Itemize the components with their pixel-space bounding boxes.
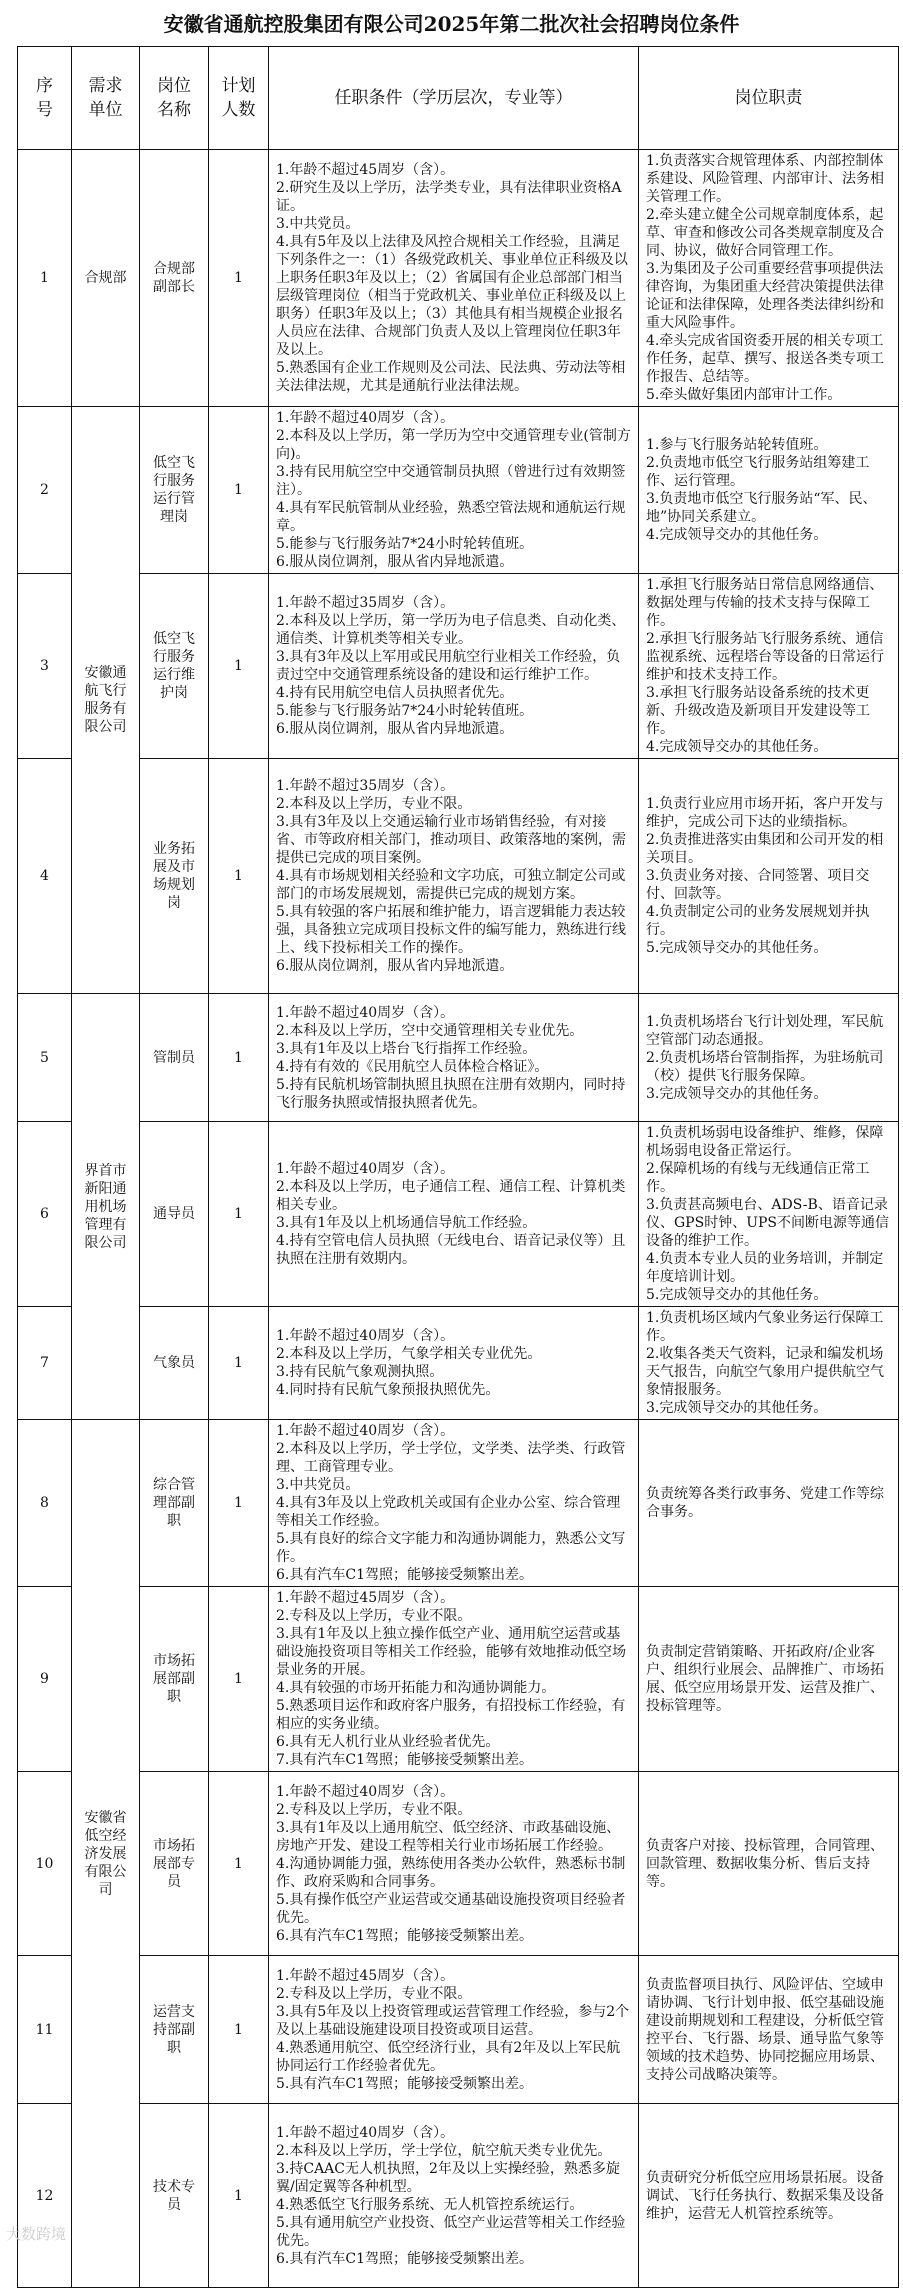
job-duties <box>639 1307 899 1420</box>
post-name: 管制员 <box>140 994 209 1122</box>
duty-item: 5.牵头做好集团内部审计工作。 <box>646 387 842 403</box>
post-name: 综合管理部副职 <box>140 1420 209 1587</box>
planned-count: 1 <box>209 1307 269 1420</box>
condition-item: 1.年龄不超过40周岁（含）。 <box>276 1161 455 1177</box>
row-number: 4 <box>18 759 72 994</box>
duty-item: 5.完成领导交办的其他任务。 <box>646 940 828 956</box>
duty-item: 1.负责机场区域内气象业务运行保障工作。 <box>646 1310 884 1344</box>
condition-item: 4.熟悉低空飞行服务系统、无人机管控系统运行。 <box>276 2196 584 2213</box>
job-conditions <box>269 407 639 574</box>
table-row <box>18 1956 899 2104</box>
condition-item: 3.持CAAC无人机执照，2年及以上实操经验，熟悉多旋翼/固定翼等各种机型。 <box>276 2160 620 2195</box>
table-row <box>18 1587 899 1772</box>
planned-count: 1 <box>209 1772 269 1956</box>
duty-item: 3.承担飞行服务站设备系统的技术更新、升级改造及新项目开发建设等工作。 <box>646 685 870 737</box>
condition-item: 2.专科及以上学历，专业不限。 <box>276 1985 472 2002</box>
condition-item: 2.专科及以上学历，专业不限。 <box>276 1801 472 1818</box>
job-conditions <box>269 150 639 407</box>
planned-count: 1 <box>209 1956 269 2104</box>
job-conditions <box>269 1122 639 1307</box>
planned-count: 1 <box>209 574 269 759</box>
duty-item: 2.牵头建立健全公司规章制度体系，起草、审查和修改公司各类规章制度及合同、协议，做好合同管理工作。 <box>646 207 884 259</box>
condition-item: 2.本科及以上学历，第一学历为电子信息类、自动化类、通信类、计算机类等相关专业。 <box>276 613 626 647</box>
job-conditions <box>269 759 639 994</box>
job-conditions <box>269 1420 639 1587</box>
post-name: 运营支持部副职 <box>140 1956 209 2104</box>
condition-item: 1.年龄不超过45周岁（含）。 <box>276 1967 455 1984</box>
condition-item: 4.具有5年及以上法律及风控合规相关工作经验，且满足下列条件之一：（1）各级党政机关、事业单位正科级及以上职务任职3年及以上；（2）省属国有企业总部部门相当层级管理岗位（相当于党政机关、事业单位正科级及以上职务）任职3年及以上；（3）其他具有相当规模企业报名人员应在法律、合规部门负责人及以上管理岗位任职3年及以上。 <box>276 234 628 358</box>
row-number: 9 <box>18 1587 72 1772</box>
table-header-row <box>18 47 899 150</box>
planned-count: 1 <box>209 407 269 574</box>
duty-item: 1.负责机场塔台飞行计划处理，军民航空管部门动态通报。 <box>646 1013 884 1048</box>
duty-item: 1.负责落实合规管理体系、内部控制体系建设、风险管理、内部审计、法务相关管理工作。 <box>646 153 884 205</box>
condition-item: 3.持有民用航空空中交通管制员执照（曾进行过有效期签注）。 <box>276 464 626 498</box>
condition-item: 4.同时持有民航气象预报执照优先。 <box>276 1382 500 1398</box>
condition-item: 1.年龄不超过45周岁（含）。 <box>276 162 455 178</box>
condition-item: 2.本科及以上学历，第一学历为空中交通管理专业(管制方向)。 <box>276 428 631 462</box>
duty-item: 负责客户对接、投标管理，合同管理、回款管理、数据收集分析、售后支持等。 <box>646 1837 884 1890</box>
condition-item: 6.服从岗位调剂，服从省内异地派遣。 <box>276 721 514 737</box>
condition-item: 4.沟通协调能力强，熟练使用各类办公软件，熟悉标书制作、政府采购和合同事务。 <box>276 1855 626 1890</box>
condition-item: 1.年龄不超过35周岁（含）。 <box>276 778 455 794</box>
row-number: 11 <box>18 1956 72 2104</box>
post-name: 气象员 <box>140 1307 209 1420</box>
condition-item: 4.具有3年及以上党政机关或国有企业办公室、综合管理等相关工作经验。 <box>276 1495 621 1529</box>
condition-item: 2.本科及以上学历，专业不限。 <box>276 796 472 812</box>
table-row <box>18 1420 899 1587</box>
condition-item: 6.具有汽车C1驾照；能够接受频繁出差。 <box>276 1927 533 1944</box>
condition-item: 2.本科及以上学历，气象学相关专业优先。 <box>276 1346 542 1362</box>
condition-item: 3.具有5年及以上投资管理或运营管理工作经验，参与2个及以上基础设施建设项目投资或项目运营。 <box>276 2003 630 2038</box>
condition-item: 2.专科及以上学历，专业不限。 <box>276 1608 472 1624</box>
duty-item: 5.完成领导交办的其他任务。 <box>646 1287 828 1303</box>
condition-item: 5.具有良好的综合文字能力和沟通协调能力，熟悉公文写作。 <box>276 1531 626 1565</box>
condition-item: 5.具有通用航空产业投资、低空产业运营等相关工作经验优先。 <box>276 2214 626 2249</box>
condition-item: 2.本科及以上学历，学士学位，航空航天类专业优先。 <box>276 2142 612 2159</box>
condition-item: 5.熟悉项目运作和政府客户服务，有招投标工作经验，有相应的实务业绩。 <box>276 1698 626 1732</box>
condition-item: 3.持有民航气象观测执照。 <box>276 1364 444 1380</box>
duty-item: 3.负责业务对接、合同签署、项目交付、回款等。 <box>646 868 870 902</box>
header-duties: 岗位职责 <box>639 47 899 150</box>
header-count: 计划人数 <box>209 47 269 150</box>
duty-item: 2.负责机场塔台管制指挥，为驻场航司（校）提供飞行服务保障。 <box>646 1049 884 1084</box>
table-row <box>18 1122 899 1307</box>
planned-count: 1 <box>209 994 269 1122</box>
job-conditions <box>269 2104 639 2288</box>
job-duties <box>639 1587 899 1772</box>
condition-item: 6.具有汽车C1驾照；能够接受频繁出差。 <box>276 2250 533 2267</box>
duty-item: 负责研究分析低空应用场景拓展。设备调试、飞行任务执行、数据采集及设备维护，运营无人机管控系统等。 <box>646 2169 884 2222</box>
row-number: 2 <box>18 407 72 574</box>
condition-item: 1.年龄不超过45周岁（含）。 <box>276 1590 455 1606</box>
duty-item: 3.负责甚高频电台、ADS-B、语音记录仪、GPS时钟、UPS不间断电源等通信设备的维护工作。 <box>646 1197 890 1249</box>
condition-item: 3.具有3年及以上军用或民用航空行业相关工作经验，负责过空中交通管理系统设备的建设和运行维护工作。 <box>276 649 621 683</box>
table-row <box>18 407 899 574</box>
job-conditions <box>269 1956 639 2104</box>
condition-item: 6.服从岗位调剂，服从省内异地派遣。 <box>276 554 514 570</box>
table-row <box>18 1307 899 1420</box>
duty-item: 3.为集团及子公司重要经营事项提供法律咨询，为集团重大经营决策提供法律论证和法律保障，处理各类法律纠纷和重大风险事件。 <box>646 261 884 331</box>
post-name: 通导员 <box>140 1122 209 1307</box>
job-duties <box>639 407 899 574</box>
condition-item: 1.年龄不超过35周岁（含）。 <box>276 595 455 611</box>
condition-item: 3.具有1年及以上塔台飞行指挥工作经验。 <box>276 1040 537 1057</box>
post-name: 市场拓展部专员 <box>140 1772 209 1956</box>
condition-item: 3.具有3年及以上交通运输行业市场销售经验，有对接省、市等政府相关部门，推动项目、政策落地的案例，需提供已完成的项目案例。 <box>276 814 626 866</box>
duty-item: 1.负责行业应用市场开拓，客户开发与维护，完成公司下达的业绩指标。 <box>646 796 884 830</box>
condition-item: 1.年龄不超过40周岁（含）。 <box>276 1328 455 1344</box>
row-number: 10 <box>18 1772 72 1956</box>
job-conditions <box>269 574 639 759</box>
condition-item: 4.熟悉通用航空、低空经济行业，具有2年及以上军民航协同运行工作经验者优先。 <box>276 2039 621 2074</box>
condition-item: 3.具有1年及以上独立操作低空产业、通用航空运营或基础设施投资项目等相关工作经验，能够有效地推动低空场景业务的开展。 <box>276 1626 626 1678</box>
post-name: 合规部副部长 <box>140 150 209 407</box>
job-duties <box>639 759 899 994</box>
condition-item: 4.持有空管电信人员执照（无线电台、语音记录仪等）且执照在注册有效期内。 <box>276 1233 626 1267</box>
table-row <box>18 994 899 1122</box>
job-duties <box>639 2104 899 2288</box>
duty-item: 4.负责本专业人员的业务培训，并制定年度培训计划。 <box>646 1251 884 1285</box>
planned-count: 1 <box>209 1420 269 1587</box>
job-conditions <box>269 1307 639 1420</box>
demand-unit: 安徽省低空经济发展有限公司 <box>72 1420 140 2288</box>
condition-item: 3.具有1年及以上机场通信导航工作经验。 <box>276 1215 537 1231</box>
job-conditions <box>269 994 639 1122</box>
job-duties <box>639 1122 899 1307</box>
duty-item: 3.负责地市低空飞行服务站“军、民、地”协同关系建立。 <box>646 491 877 525</box>
row-number: 12 <box>18 2104 72 2288</box>
condition-item: 2.本科及以上学历，学士学位，文学类、法学类、行政管理、工商管理专业。 <box>276 1441 626 1475</box>
condition-item: 6.具有无人机行业从业经验者优先。 <box>276 1734 500 1750</box>
condition-item: 3.中共党员。 <box>276 1477 360 1493</box>
condition-item: 4.具有军民航管制从业经验，熟悉空管法规和通航运行规章。 <box>276 500 626 534</box>
duty-item: 4.完成领导交办的其他任务。 <box>646 739 828 755</box>
condition-item: 1.年龄不超过40周岁（含）。 <box>276 1423 455 1439</box>
duty-item: 2.负责地市低空飞行服务站组筹建工作、运行管理。 <box>646 455 870 489</box>
duty-item: 1.承担飞行服务站日常信息网络通信、数据处理与传输的技术支持与保障工作。 <box>646 577 884 629</box>
condition-item: 4.具有市场规划相关经验和文字功底，可独立制定公司或部门的市场发展规划，需提供已完成的规划方案。 <box>276 868 626 902</box>
post-name: 低空飞行服务运行维护岗 <box>140 574 209 759</box>
job-duties <box>639 150 899 407</box>
condition-item: 3.中共党员。 <box>276 216 360 232</box>
condition-item: 2.本科及以上学历，空中交通管理相关专业优先。 <box>276 1022 584 1039</box>
duty-item: 2.负责推进落实由集团和公司开发的相关项目。 <box>646 832 884 866</box>
header-unit: 需求单位 <box>72 47 140 150</box>
duty-item: 1.参与飞行服务站轮转值班。 <box>646 437 828 453</box>
duty-item: 负责制定营销策略、开拓政府/企业客户、组织行业展会、品牌推广、市场拓展、低空应用场景开发、运营及推广、投标管理等。 <box>646 1644 884 1714</box>
header-post: 岗位名称 <box>140 47 209 150</box>
demand-unit: 合规部 <box>72 150 140 407</box>
job-duties <box>639 1956 899 2104</box>
condition-item: 6.具有汽车C1驾照；能够接受频繁出差。 <box>276 1567 533 1583</box>
watermark: 大数跨境 <box>6 2225 67 2243</box>
page-title: 安徽省通航控股集团有限公司2025年第二批次社会招聘岗位条件 <box>163 12 740 36</box>
condition-item: 1.年龄不超过40周岁（含）。 <box>276 410 455 426</box>
header-conditions: 任职条件（学历层次，专业等） <box>269 47 639 150</box>
condition-item: 4.持有有效的《民用航空人员体检合格证》。 <box>276 1058 549 1075</box>
post-name: 业务拓展及市场规划岗 <box>140 759 209 994</box>
duty-item: 1.负责机场弱电设备维护、维修，保障机场弱电设备正常运行。 <box>646 1125 884 1159</box>
post-name: 低空飞行服务运行管理岗 <box>140 407 209 574</box>
demand-unit: 界首市新阳通用机场管理有限公司 <box>72 994 140 1420</box>
duty-item: 3.完成领导交办的其他任务。 <box>646 1400 828 1416</box>
duty-item: 负责监督项目执行、风险评估、空域申请协调、飞行计划申报、低空基础设施建设前期规划和工程建设，分析低空管控平台、飞行器、场景、通导监气象等领域的技术趋势、协同挖掘应用场景、支持公司战略决策等。 <box>646 1976 884 2083</box>
post-name: 技术专员 <box>140 2104 209 2288</box>
row-number: 5 <box>18 994 72 1122</box>
duty-item: 4.完成领导交办的其他任务。 <box>646 527 828 543</box>
condition-item: 4.持有民用航空电信人员执照者优先。 <box>276 685 514 701</box>
condition-item: 5.能参与飞行服务站7*24小时轮转值班。 <box>276 703 534 719</box>
condition-item: 5.具有汽车C1驾照；能够接受频繁出差。 <box>276 2075 533 2092</box>
duty-item: 4.负责制定公司的业务发展规划并执行。 <box>646 904 870 938</box>
duty-item: 4.牵头完成省国资委开展的相关专项工作任务，起草、撰写、报送各类专项工作报告、总结等。 <box>646 333 884 385</box>
duty-item: 负责统筹各类行政事务、党建工作等综合事务。 <box>646 1486 884 1520</box>
planned-count: 1 <box>209 2104 269 2288</box>
job-duties <box>639 994 899 1122</box>
row-number: 1 <box>18 150 72 407</box>
post-name: 市场拓展部副职 <box>140 1587 209 1772</box>
condition-item: 2.研究生及以上学历，法学类专业，具有法律职业资格A证。 <box>276 180 622 214</box>
condition-item: 4.具有较强的市场开拓能力和沟通协调能力。 <box>276 1680 556 1696</box>
condition-item: 1.年龄不超过40周岁（含）。 <box>276 1783 455 1800</box>
demand-unit: 安徽通航飞行服务有限公司 <box>72 407 140 994</box>
planned-count: 1 <box>209 150 269 407</box>
planned-count: 1 <box>209 1122 269 1307</box>
condition-item: 5.持有民航机场管制执照且执照在注册有效期内，同时持飞行服务执照或情报执照者优先。 <box>276 1076 626 1111</box>
row-number: 3 <box>18 574 72 759</box>
condition-item: 7.具有汽车C1驾照；能够接受频繁出差。 <box>276 1752 533 1768</box>
row-number: 7 <box>18 1307 72 1420</box>
planned-count: 1 <box>209 1587 269 1772</box>
table-row <box>18 1772 899 1956</box>
table-row <box>18 574 899 759</box>
condition-item: 5.熟悉国有企业工作规则及公司法、民法典、劳动法等相关法律法规，尤其是通航行业法律法规。 <box>276 360 626 394</box>
duty-item: 2.收集各类天气资料，记录和编发机场天气报告，向航空气象用户提供航空气象情报服务。 <box>646 1346 884 1398</box>
condition-item: 1.年龄不超过40周岁（含）。 <box>276 1004 455 1021</box>
job-conditions <box>269 1772 639 1956</box>
condition-item: 3.具有1年及以上通用航空、低空经济、市政基础设施、房地产开发、建设工程等相关行业市场拓展工作经验。 <box>276 1819 621 1854</box>
condition-item: 5.具有操作低空产业运营或交通基础设施投资项目经验者优先。 <box>276 1891 626 1926</box>
job-duties <box>639 1420 899 1587</box>
condition-item: 2.本科及以上学历，电子通信工程、通信工程、计算机类相关专业。 <box>276 1179 626 1213</box>
planned-count: 1 <box>209 759 269 994</box>
table-row <box>18 150 899 407</box>
row-number: 6 <box>18 1122 72 1307</box>
recruitment-table <box>17 46 899 2288</box>
condition-item: 1.年龄不超过40周岁（含）。 <box>276 2124 455 2141</box>
job-duties <box>639 574 899 759</box>
duty-item: 2.保障机场的有线与无线通信正常工作。 <box>646 1161 870 1195</box>
table-row <box>18 759 899 994</box>
condition-item: 6.服从岗位调剂，服从省内异地派遣。 <box>276 958 514 974</box>
condition-item: 5.能参与飞行服务站7*24小时轮转值班。 <box>276 536 534 552</box>
duty-item: 2.承担飞行服务站飞行服务系统、通信监视系统、远程塔台等设备的日常运行维护和技术支持工作。 <box>646 631 884 683</box>
job-duties <box>639 1772 899 1956</box>
job-conditions <box>269 1587 639 1772</box>
row-number: 8 <box>18 1420 72 1587</box>
condition-item: 5.具有较强的客户拓展和维护能力，语言逻辑能力表达较强，具备独立完成项目投标文件的编写能力，熟练进行线上、线下投标相关工作的操作。 <box>276 904 626 956</box>
duty-item: 3.完成领导交办的其他任务。 <box>646 1085 828 1102</box>
table-row <box>18 2104 899 2288</box>
header-no: 序号 <box>18 47 72 150</box>
